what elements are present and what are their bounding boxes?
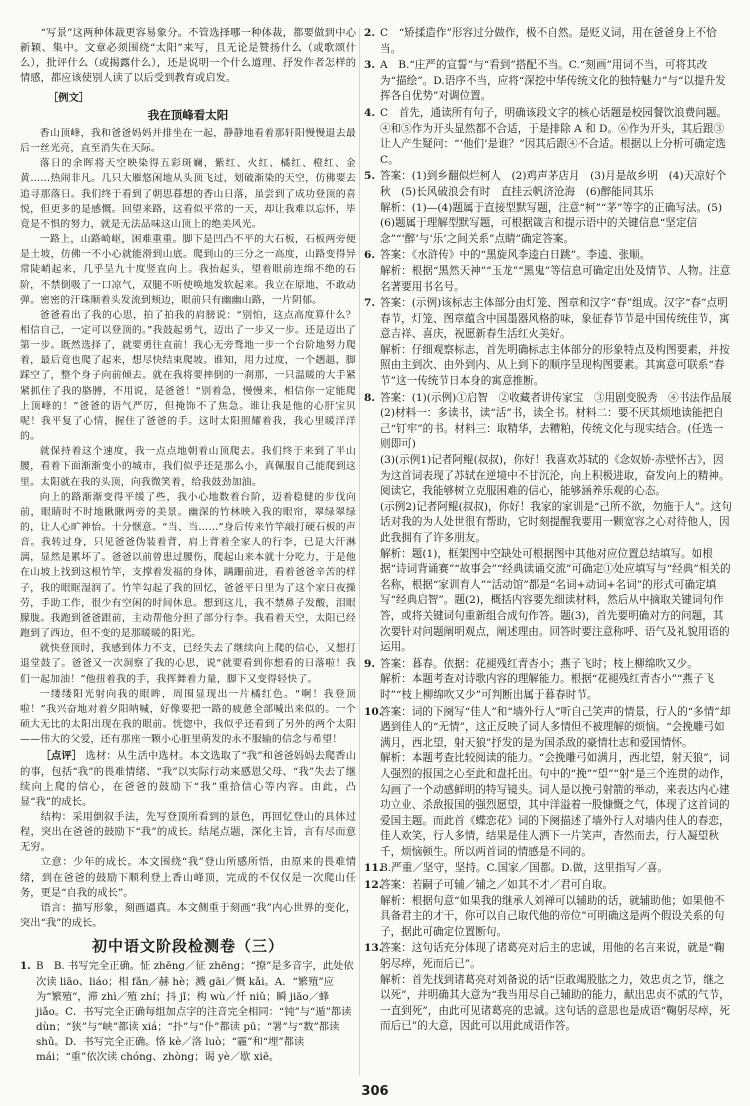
answer-text: 答案：这句话充分体现了诸葛亮对后主的忠诚，用他的名言来说，就是“鞠躬尽瘁，死而后已”。 xyxy=(380,942,725,971)
answer-number: 2. xyxy=(364,27,376,39)
answer-analysis: 解析：本题考查比较阅读的能力。“会挽雕弓如满月，西北望，射天狼”，词人强烈的报国之心至此和盘托出。句中的“挽”“望”“射”是三个连贯的动作，勾画了一个动感鲜明的特写镜头。词人是以挽弓射箭的举动，来表达内心建功立业、杀敌报国的强烈愿望，其中洋溢着一股慷慨之气，体现了这首词的爱国主题。而此首《蝶恋花》词的下阕描述了墙外行人对墙内佳人的春恋，佳人欢笑，行人多情，结果是佳人洒下一片笑声，杳然而去，行人凝望秋千，烦恼顿生。所以两首词的情感是不同的。 xyxy=(380,752,731,858)
comment-paragraph: 结构：采用倒叙手法，先写登顶所看到的景色，再回忆登山的具体过程，突出在爸爸的鼓励下“我”的成长。结尾点题，深化主旨，言有尽而意无穷。 xyxy=(20,810,356,854)
answer-text: 答案：(1)(示例)①启智 ②收藏者讲传家宝 ③用剧变脱秀 ④书法作品展 xyxy=(380,391,732,404)
essay-paragraph: 爸爸看出了我的心思，拍了拍我的肩膀说：“别怕，这点高度算什么？相信自己，一定可以登顶的。”我鼓起勇气，迈出了一步又一步。还是迈出了第一步。既然选择了，就要勇往直前！我心无旁骛地一步一个台阶地努力爬着，最后竟也爬了起来，想尽快结束爬坡。谁知，用力过度，一个趔趄，脚踩空了，整个身子向前倾去。就在我将要摔倒的一刹那，一只温暖的大手紧紧抓住了我的胳膊，不用说，是爸爸！“别着急，慢慢来，相信你一定能爬上顶峰的！”爸爸的语气严厉，但掩饰不了焦急。谁让我是他的心肝宝贝呢！我平复了心情，握住了爸爸的手。这时太阳照耀着我，我心里暖洋洋的。 xyxy=(20,309,356,443)
answer-item xyxy=(364,941,732,1035)
comment-paragraph: 语言：描写形象，刻画逼真。本文侧重于刻画“我”内心世界的变化，突出“我”的成长。 xyxy=(20,901,356,930)
answer-text: 答案：(示例)该标志主体部分由灯笼、图章和汉字“春”组成。汉字“春”点明春节，灯笼、图章蕴含中国墨器风格韵味，象征春节节是中国传统佳节，寓意吉祥、喜庆，祝愿新春生活红火美好。 xyxy=(380,297,730,341)
answer-number: 4. xyxy=(364,106,376,119)
answer-text: 答案：暮春。依据：花褪残红青杏小；燕子飞时；枝上柳绵吹又少。 xyxy=(380,657,698,670)
answer-number: 1. xyxy=(20,960,31,973)
answer-number: 7. xyxy=(364,297,376,310)
right-column xyxy=(364,26,732,1036)
answer-number: 12. xyxy=(364,879,383,892)
answer-number: 9. xyxy=(364,657,376,670)
essay-paragraph: 一路上，山路崎岖，困难重重。脚下是凹凸不平的大石板，石板两旁便是土坡，仿佛一不小心就能滑到山底。爬到山的三分之一高度，山路变得异常陡峭起来，几乎呈九十度竖直向上。我抬起头，望着眼前连绵不绝的石阶，不禁倒吸了一口凉气，双腿不听使唤地发软起来。我立在原地，不敢动弹。密密的汗珠顺着头发流到颊边，眼前只有幽幽山路，一片阴郁。 xyxy=(20,234,356,306)
essay-paragraph: 就快登顶时，我感到体力不支，已经失去了继续向上爬的信心，又想打退堂鼓了。爸爸又一次洞察了我的心思，说“就要看到你想看的日落啦！我们一起加油！”他扭着我的手，我挥舞着力量，脚下又变得轻快了。 xyxy=(20,643,356,685)
answer-number: 11. xyxy=(364,862,383,875)
essay-comment xyxy=(20,749,356,931)
answer-analysis: 解析：(1)—(4)题属于直接型默写题，注意“柯”“茅”等字的正确写法。(5)(6)题属于理解型默写题，可根据箴言和提示语中的关键信息“坚定信念”“‘醉’与‘乐’之间关系”点睛”确定答案。 xyxy=(380,201,723,245)
essay-paragraph: 一缕缕阳光射向我的眼眸，周围显现出一片橘红色。“啊！我登顶啦！”我兴奋地对着夕阳呐喊，好像要把一路的疲惫全部喊出来似的。一个硕大无比的太阳出现在我的眼前。恍惚中，我似乎还看到了另外的两个太阳——伟大的父爱，还有那座一颗小心脏里萌发的永不服输的信念与希望！ xyxy=(20,688,356,746)
answer-text: 答案：《水浒传》中的“黑旋风李逵白日跳”。李逵、张顺。 xyxy=(380,249,651,262)
answer-item xyxy=(364,705,732,861)
answer-analysis: 解析：根据“黑然天神”“玉龙”“黑鬼”等信息可确定出处及情节、人物。注意名著要用书名号。 xyxy=(380,264,731,293)
answer-number: 5. xyxy=(364,170,376,183)
section-title: 初中语文阶段检测卷（三） xyxy=(91,937,284,956)
answer-number: 3. xyxy=(364,59,376,72)
answer-item xyxy=(364,169,732,247)
writing-guidance: “写景”这两种体裁更容易象分。不管选择哪一种体裁，都要做到中心新颖、集中。文章必须围绕“太阳”来写，且无论是赞扬什么（或歌颂什么），批评什么（或揭露什么），还是说明一个什么道理、抒发作者怎样的情感，都应该使别人读了以后受到教育或启发。 xyxy=(20,27,356,85)
answer-item xyxy=(364,391,732,656)
answer-text: 答案：若嗣子可辅／辅之／如其不才／君可自取。 xyxy=(380,879,614,892)
answer-item xyxy=(364,106,732,168)
answer-analysis: 解析：本题考查对诗歌内容的理解能力。根据“花褪残红青杏小”“燕子飞时”“枝上柳绵吹又少”可判断出属于暮春时节。 xyxy=(380,673,715,701)
answer-number: 6. xyxy=(364,249,376,262)
essay-title: 我在顶峰看太阳 xyxy=(147,107,229,122)
comment-label: ［点评］ xyxy=(40,750,83,763)
answer-text: 答案：(1)到乡翻似烂柯人 (2)鸡声茅店月 (3)月是故乡明 (4)天凉好个秋 (5)长风破浪会有时 直挂云帆济沧海 (6)醉能同其乐 xyxy=(380,170,727,198)
answer-analysis: 解析：根据句意“如果我的继承人刘禅可以辅助的话，就辅助他；如果他不具备君主的才干，你可以自己取代他的帝位”可明确这是两个假设关系的句子，据此可确定位置断句。 xyxy=(380,894,725,938)
answer-item xyxy=(364,58,732,105)
answer-analysis: 解析：首先找到诸葛亮对刘备说的话“臣敢竭股肱之力，效忠贞之节，继之以死”，并明确其大意为“我当用尽自己辅助的能力，献出忠贞不贰的气节，一直到死”，由此可见诸葛亮的忠诚。这句话的意思也是成语“鞠躬尽瘁，死而后已”的大意，因此可以用此成语作答。 xyxy=(380,973,730,1033)
answer-subpart: (2)材料一：多读书，读“活”书，读全书。材料二：要不厌其烦地读能把自己“钉牢”的书。材料三：取精华，去糟粕，传统文化与现实结合。(任选一则即可) xyxy=(380,407,724,451)
example-essay xyxy=(20,126,356,747)
answer-text: C “矫揉造作”形容过分做作，极不自然。是贬义词，用在爸爸身上不恰当。 xyxy=(380,27,717,55)
comment-selection: 选材：从生活中选材。本文选取了“我”和爸爸妈妈去爬香山的事，包括“我”的畏难情绪、“我”以实际行动来感恩父母、“我”失去了继续向上爬的信心，在爸爸的鼓励下“我”重拾信心等内容。由此，凸显“我”的成长。 xyxy=(20,750,356,808)
answer-item xyxy=(364,861,732,877)
answer-item xyxy=(364,878,732,940)
answer-subpart: (3)(示例1)记者阿鲲(叔叔)，你好！我喜欢苏轼的《念奴娇·赤壁怀古》，因为这首词表现了苏轼在逆境中不甘沉沦，向上积极进取，奋发向上的精神。阅读它，我能够树立克服困难的信心，能够涵养乐观的心态。 xyxy=(380,454,730,498)
answer-analysis: 解析：仔细观察标志，首先明确标志主体部分的形象特点及构图要素，并按照由主到次、由外到内、从上到下的顺序呈现构图要素。其寓意可联系“春节”这一传统节日本身的寓意推断。 xyxy=(380,343,730,388)
example-label: ［例文］ xyxy=(48,91,90,104)
essay-paragraph: 向上的路渐渐变得平缓了些，我小心地数着台阶，迈着稳健的步伐向前，眼睛时不时地瞅瞅两旁的美景。幽深的竹林映入我的眼帘，翠绿翠绿的，让人心旷神怡。十分惬意。“当、当……”身后传来竹竿敲打硬石板的声音。我转过身，只见爸爸伪装着背，肩上背着全家人的行李，已是大汗淋漓，显然是累坏了。爸爸以前曾患过腰伤，爬起山来本就十分吃力，于是他在山坡上找到这根竹竿，支撑着发福的身体，蹒跚前进，看着爸爸辛苦的样子，我的眼眶湿润了。竹竿勾起了我的回忆，爸爸平日里为了这个家日夜操劳，手助工作，很少有空闲的时间休息。想到这儿，我不禁鼻子发酸，泪眼朦胧。我跑到爸爸跟前，主动帮他分担了部分行李。我看着天空，太阳已经跑到了西边，但不变的是那暖暖的阳光。 xyxy=(20,491,356,640)
answer-analysis: 解析：题(1)，框架图中空缺处可根据图中其他对应位置总结填写。如根据“诗词背诵赛”“故事会”“经典读诵交流”可确定①处应填写与“经典”相关的名称，根据“家训育人”“活动馆”都是“名词+动词+名词”的形式可确定填写“经典启智”。题(2)，概括内容要先细读材料，然后从中摘取关键词句作答，或将关键词句重新组合成句作答。题(3)，首先要明确对方的问题，其次要针对问题阐明观点，阐述理由。回答时要注意称呼、语气及礼貌用语的运用。 xyxy=(380,547,731,654)
answer-text: B B. 书写完全正确。怔 zhēng／征 zhēng；“撩”是多音字，此处依次读 liāo、liáo；相 fǎn／赫 hè；溅 gāi／慨 kǎi。A．“繁殖”应为“繁殖”，滞 zhì／殖 zhí；抖 jǐ；构 wù／忏 niǔ；瞬 jiāo／蜂 jiǎo。C．书写完全正确每组加点字的注音完全相同：“钝”与“遁”都读 dùn；“狭”与“峡”都读 xiá；“扑”与“仆”都读 pū；“署”与“数”都读 shǔ。D．书写完全正确。恪 kè／洛 luò；“霾”和“埋”都读 mái；“重”依次读 chóng、zhòng；谒 yè／歇 xiē。 xyxy=(36,960,354,1064)
answer-item xyxy=(364,26,732,57)
essay-paragraph: 香山顶峰，我和爸爸妈妈并排坐在一起，静静地看着那轩阳慢慢退去最后一丝光亮，直至消失在天际。 xyxy=(20,127,356,155)
essay-paragraph: 落日的余晖将天空映染得五彩斑斓，紫红、火红、橘红、橙红、金黄……热闹非凡。几只大雁悠闲地从头顶飞过，划破渐染的天空，仿佛要去追寻那落日。我们终于看到了朝思暮想的香山日落，虽尝到了成功登顶的喜悦，但更多的是感慨。回望来路，这看似平常的一天，却让我难以忘怀，毕竟是不惧的努力，就是无法品味这山顶上的绝美风光。 xyxy=(20,158,356,230)
answer-item xyxy=(364,296,732,390)
answer-subpart: (示例2)记者阿鲲(叔叔)，你好！我家的家训是“己所不欲，勿施于人”。这句话对我的为人处世很有帮助，它时刻提醒我要用一颗宽容之心对待他人，因此我拥有了许多朋友。 xyxy=(380,500,732,544)
answer-text: C 首先，通读所有句子，明确该段文字的核心话题是校园餐饮浪费问题。④和⑤作为开头显然都不合适，于是排除 A 和 D。⑥作为开头，其后跟③让人产生疑问：“‘他们’是谁？”因其后跟④不合适。根据以上分析可确定选 C。 xyxy=(380,106,728,166)
page-number: 306 xyxy=(361,1084,389,1099)
comment-paragraph xyxy=(20,749,356,810)
answer-number: 8. xyxy=(364,391,376,404)
answer-item xyxy=(364,248,732,295)
answer-text: A B.“庄严的宣誓”与“看到”搭配不当。C.“刻画”用词不当，可将其改为“描绘”。D.语序不当，应将“深挖中华传统文化的独特魅力”与“以提升发挥各自优势”对调位置。 xyxy=(380,59,726,103)
column-divider xyxy=(359,28,360,1076)
left-column xyxy=(20,26,356,1066)
answer-item xyxy=(364,657,732,704)
answer-text: 答案：词的下阕写“佳人”和“墙外行人”听自己笑声的情景，行人的“多情”却遇到佳人的“无情”，这正反映了词人多情但不被理解的烦恼。“会挽雕弓如满月，西北望，射天狼”抒发的是为国杀敌的豪情壮志和爱国情怀。 xyxy=(380,705,731,749)
answer-item xyxy=(20,959,356,1065)
answer-number: 10. xyxy=(364,705,383,718)
essay-paragraph: 就保持着这个速度，我一点点地朝着山顶爬去。我们终于来到了半山腰，看着下面渐渐变小的城市，我们似乎还是那么小，真佩服自己能爬到这里。太阳就在我的头顶，向我微笑着，给我鼓劲加油。 xyxy=(20,446,356,488)
answer-number: 13. xyxy=(364,942,383,955)
answer-text: B.严重／坚守，坚持。C.国家／国都。D.做，这里指写／喜。 xyxy=(380,862,668,875)
comment-paragraph: 立意：少年的成长。本文围绕“我”登山所感所悟，由原来的畏难情绪，到在爸爸的鼓励下顺利登上香山峰顶，完成的不仅仅是一次爬山任务，更是“自我的成长”。 xyxy=(20,856,356,899)
